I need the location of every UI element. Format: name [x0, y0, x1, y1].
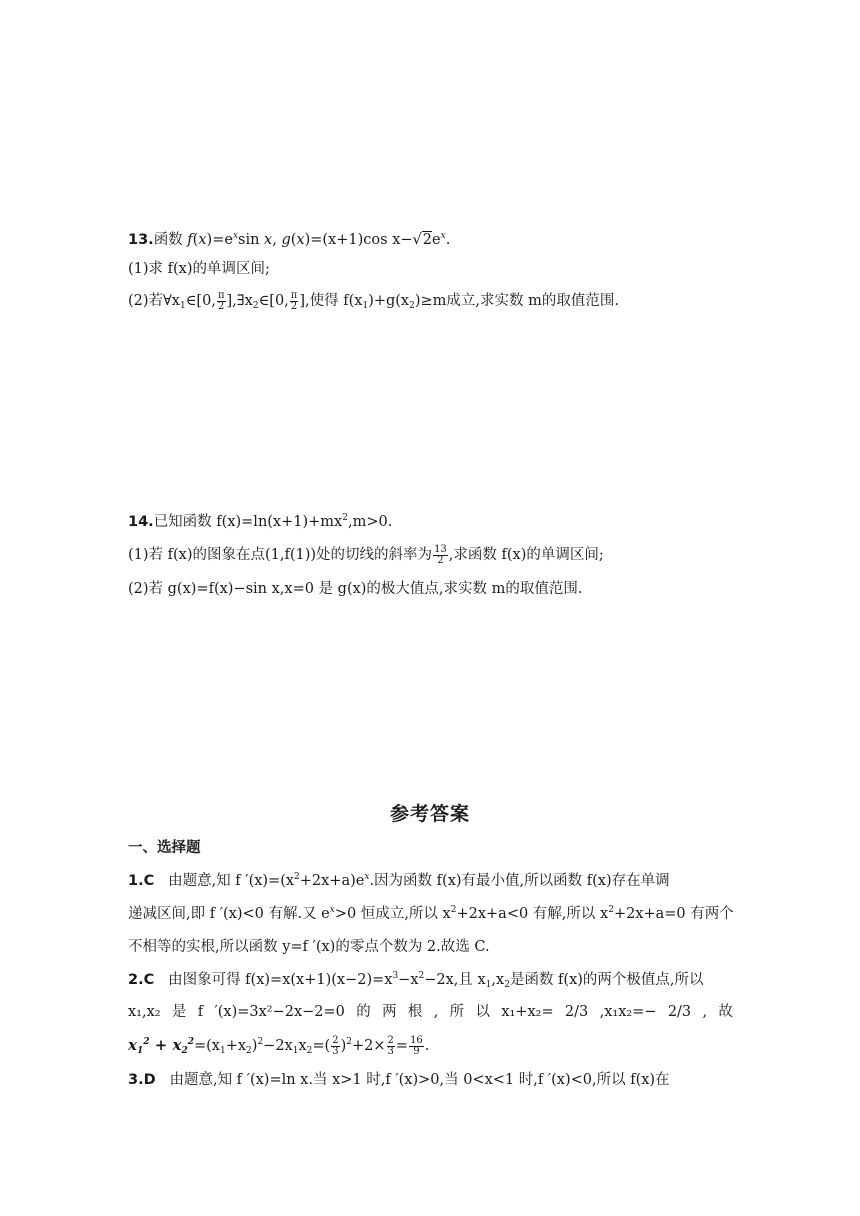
q13-line-2: (1)求 f(x)的单调区间;	[128, 261, 270, 277]
answer-2-line-1: 2.C 由图象可得 $f(x)=x(x+1)(x-2)=x^3-x^2-2x$,且 $x_1,x_2$是函数 f(x)的两个极值点,所以	[128, 971, 704, 990]
q14-line-2: (1)若 f(x)的图象在点(1,f(1))处的切线的斜率为 $\frac{13}{2}$ ,求函数 f(x)的单调区间;	[128, 543, 604, 566]
section-heading: 一、选择题	[128, 840, 201, 856]
answer-1-line-3: 不相等的实根,所以函数 y=f ′(x)的零点个数为 2.故选 C.	[128, 939, 490, 955]
q14-line-1: 14.已知函数 $f(x)=\ln(x+1)+mx^2,m>0$.	[128, 513, 393, 530]
answer-2-line-2: x₁,x₂ 是 f ′(x)=3x²−2x−2=0 的 两 根 , 所 以 x₁+x₂= 2/3 ,x₁x₂=− 2/3 , 故	[128, 1004, 733, 1020]
fraction-13-over-2: $\frac{13}{2}$	[434, 543, 447, 566]
x1-squared-plus-x2-squared: $x_1^2 + x_2^2$	[128, 1036, 194, 1056]
q13-line-1: 13.函数 $f(x)=e^x\sin$ x, g(x)=(x+1)cos $x-√2e^x$.	[128, 231, 451, 248]
answer-3-label: 3.D	[128, 1072, 156, 1088]
answer-2-label: 2.C	[128, 972, 155, 988]
fraction-pi-over-2: $\frac{\pi}{2}$	[217, 289, 225, 312]
answer-2-line-3: $x_1^2 + x_2^2=(x_1+x_2)^2-2x_1x_2=$( $\frac{2}{3}$ )$^2$+2× $\frac{2}{3}$ = $\frac{16}{9}$ .	[128, 1034, 430, 1057]
q14-number: 14.	[128, 514, 154, 530]
answer-1-line-2: 递减区间,即 f ′(x)<0 有解.又 $e^x>0$ 恒成立,所以 $x^2+2x+a<0$ 有解,所以 $x^2+2x+a=0$ 有两个	[128, 905, 734, 922]
fraction-2-over-3: $\frac{2}{3}$	[387, 1034, 394, 1057]
answers-title: 参考答案	[389, 803, 470, 825]
fraction-2-over-3: $\frac{2}{3}$	[332, 1034, 339, 1057]
sqrt-symbol: √	[412, 232, 422, 248]
q13-number: 13.	[128, 232, 154, 248]
q14-line-3: (2)若 g(x)=f(x)−sin x,x=0 是 g(x)的极大值点,求实数 m的取值范围.	[128, 581, 583, 597]
answer-1-line-1: 1.C 由题意,知 f $'(x)=(x^2+2x+a)e^x$.因为函数 f(x)有最小值,所以函数 f(x)存在单调	[128, 872, 670, 889]
q13-line-3: (2)若$\forall x_1\in[0$, $\frac{\pi}{2}$ ]$,\exists x_2\in[0$, $\frac{\pi}{2}$ ],使得 $f(x_1)+g(x_2)\ge m$成立,求实数 m的取值范围.	[128, 289, 619, 312]
fraction-pi-over-2: $\frac{\pi}{2}$	[290, 289, 298, 312]
answer-3-line-1: 3.D 由题意,知 f ′(x)=ln x.当 x>1 时,f ′(x)>0,当 0<x<1 时,f ′(x)<0,所以 f(x)在	[128, 1072, 670, 1088]
answer-1-label: 1.C	[128, 873, 155, 889]
fraction-16-over-9: $\frac{16}{9}$	[410, 1034, 423, 1057]
